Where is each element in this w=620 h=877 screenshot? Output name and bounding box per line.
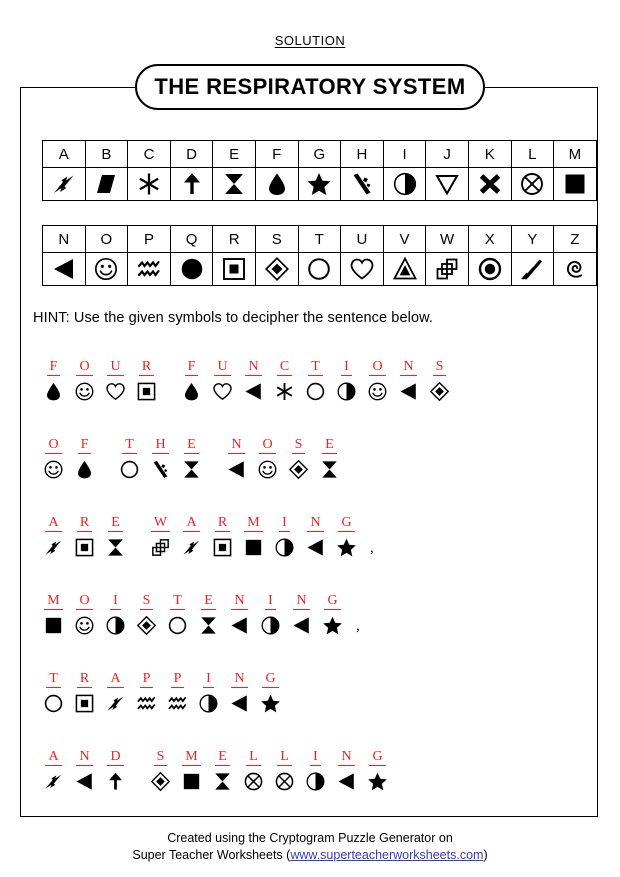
cryptogram-slot (131, 671, 162, 715)
left-triangle-icon (305, 535, 326, 559)
key-letter-p: P (128, 226, 171, 253)
cryptogram-word (38, 749, 131, 793)
solution-letter: P (171, 671, 185, 688)
cryptogram-slot (269, 515, 300, 559)
teardrop-icon (181, 379, 202, 403)
cryptogram-slot (38, 671, 69, 715)
punctuation-mark: , (356, 618, 360, 634)
hollow-circle-icon (167, 613, 188, 637)
cryptogram-word (145, 749, 393, 793)
half-filled-circle-icon (274, 535, 295, 559)
six-point-asterisk-icon (128, 168, 171, 201)
lightning-bolt-icon (181, 535, 202, 559)
key-letter-f: F (255, 141, 298, 168)
left-triangle-icon (229, 691, 250, 715)
cryptogram-slot (207, 515, 238, 559)
cryptogram-word (145, 515, 362, 559)
hourglass-icon (212, 769, 233, 793)
five-point-star-icon (336, 535, 357, 559)
smiley-face-icon (85, 253, 128, 286)
cryptogram-slot (424, 359, 455, 403)
circled-x-icon (274, 769, 295, 793)
cryptogram-slot (300, 359, 331, 403)
cryptogram-word (176, 359, 455, 403)
cryptogram-slot (269, 749, 300, 793)
solution-letter: P (140, 671, 154, 688)
circled-x-icon (243, 769, 264, 793)
solution-letter: F (185, 359, 199, 376)
solution-letter: A (45, 515, 61, 532)
square-in-square-icon (74, 691, 95, 715)
solution-letter: S (292, 437, 306, 454)
solution-letter: S (433, 359, 447, 376)
half-filled-circle-icon (105, 613, 126, 637)
cryptogram-slot (38, 515, 69, 559)
solution-letter: A (183, 515, 199, 532)
key-letter-i: I (383, 141, 426, 168)
smiley-face-icon (74, 613, 95, 637)
solution-letter: N (245, 359, 261, 376)
circled-x-icon (511, 168, 554, 201)
teardrop-icon (43, 379, 64, 403)
cryptogram-word (38, 437, 100, 481)
key-letter-y: Y (511, 226, 554, 253)
footer-line-2 (0, 847, 620, 864)
filled-square-icon (181, 769, 202, 793)
cryptogram-slot (255, 671, 286, 715)
cryptogram-line (38, 511, 578, 559)
cryptogram-word (114, 437, 207, 481)
x-cross-icon (468, 168, 511, 201)
solution-letter: G (262, 671, 278, 688)
teardrop-icon (255, 168, 298, 201)
cryptogram-slot (100, 749, 131, 793)
solution-letter: G (369, 749, 385, 766)
smiley-face-icon (257, 457, 278, 481)
diamond-in-diamond-icon (429, 379, 450, 403)
solution-letter: H (152, 437, 168, 454)
solution-letter: G (324, 593, 340, 610)
offset-squares-icon (150, 535, 171, 559)
lightning-bolt-icon (43, 535, 64, 559)
offset-squares-icon (426, 253, 469, 286)
left-triangle-icon (229, 613, 250, 637)
solution-letter: N (231, 593, 247, 610)
left-triangle-icon (74, 769, 95, 793)
key-letter-r: R (213, 226, 256, 253)
page-title: THE RESPIRATORY SYSTEM (154, 74, 466, 99)
solution-letter: F (78, 437, 92, 454)
cryptogram-slot (100, 515, 131, 559)
solution-letter: I (203, 671, 214, 688)
cryptogram-slot (100, 593, 131, 637)
cryptogram-slot (331, 749, 362, 793)
smiley-face-icon (43, 457, 64, 481)
square-in-square-icon (213, 253, 256, 286)
cryptogram-slot (69, 593, 100, 637)
cryptogram-slot (69, 437, 100, 481)
key-letter-c: C (128, 141, 171, 168)
cryptogram-word (38, 359, 162, 403)
hourglass-icon (198, 613, 219, 637)
cryptogram-answer-area (38, 355, 578, 823)
cryptogram-slot (269, 359, 300, 403)
diagonal-slash-icon (341, 168, 384, 201)
half-filled-circle-icon (383, 168, 426, 201)
solution-letter: T (122, 437, 137, 454)
cryptogram-slot (131, 359, 162, 403)
solution-letter: L (246, 749, 261, 766)
hourglass-icon (105, 535, 126, 559)
solution-letter: I (310, 749, 321, 766)
hollow-circle-icon (119, 457, 140, 481)
spiral-icon (554, 253, 597, 286)
key-letter-g: G (298, 141, 341, 168)
cryptogram-word (221, 437, 345, 481)
cryptogram-slot (38, 749, 69, 793)
cryptogram-slot (176, 359, 207, 403)
solution-letter: O (259, 437, 275, 454)
solution-letter: D (107, 749, 123, 766)
cryptogram-slot (176, 515, 207, 559)
worksheet-title-banner (135, 64, 485, 110)
cryptogram-slot (100, 671, 131, 715)
solution-letter: M (244, 515, 262, 532)
solution-letter: O (369, 359, 385, 376)
cipher-key-table-n-z (42, 225, 597, 286)
solution-letter: I (265, 593, 276, 610)
double-wave-icon (128, 253, 171, 286)
solution-letter: F (47, 359, 61, 376)
solution-letter: N (231, 671, 247, 688)
footer (0, 830, 620, 864)
solution-letter: L (277, 749, 292, 766)
cryptogram-slot (162, 671, 193, 715)
cryptogram-slot (221, 437, 252, 481)
lightning-bolt-icon (43, 168, 86, 201)
solution-letter: R (139, 359, 154, 376)
solution-letter: E (184, 437, 199, 454)
up-arrow-icon (105, 769, 126, 793)
solution-letter: I (341, 359, 352, 376)
cryptogram-slot (317, 593, 348, 637)
five-point-star-icon (260, 691, 281, 715)
key-letter-q: Q (170, 226, 213, 253)
key-letter-s: S (255, 226, 298, 253)
lightning-bolt-icon (105, 691, 126, 715)
cryptogram-slot (193, 671, 224, 715)
half-filled-circle-icon (336, 379, 357, 403)
key-letter-z: Z (554, 226, 597, 253)
lightning-bolt-icon (43, 769, 64, 793)
cryptogram-slot (252, 437, 283, 481)
cryptogram-slot (207, 359, 238, 403)
cryptogram-slot (331, 359, 362, 403)
hourglass-icon (319, 457, 340, 481)
solution-letter: N (338, 749, 354, 766)
cryptogram-slot (38, 359, 69, 403)
solution-letter: O (76, 359, 92, 376)
solution-letter: S (140, 593, 154, 610)
cryptogram-slot (100, 359, 131, 403)
cryptogram-slot (131, 593, 162, 637)
cryptogram-slot (238, 515, 269, 559)
up-arrow-icon (170, 168, 213, 201)
cryptogram-slot (286, 593, 317, 637)
punctuation-mark: , (370, 540, 374, 556)
key-letter-k: K (468, 141, 511, 168)
cryptogram-slot (238, 359, 269, 403)
diamond-in-diamond-icon (150, 769, 171, 793)
cryptogram-slot (69, 671, 100, 715)
solution-letter: E (322, 437, 337, 454)
cryptogram-slot (314, 437, 345, 481)
hourglass-icon (181, 457, 202, 481)
footer-suffix: ) (483, 848, 488, 862)
cryptogram-slot (224, 593, 255, 637)
solution-letter: R (215, 515, 230, 532)
cryptogram-slot (255, 593, 286, 637)
solution-letter: U (214, 359, 230, 376)
cryptogram-slot (362, 749, 393, 793)
solution-letter: R (77, 515, 92, 532)
cryptogram-slot (331, 515, 362, 559)
square-in-square-icon (136, 379, 157, 403)
cryptogram-slot (114, 437, 145, 481)
left-triangle-icon (226, 457, 247, 481)
smiley-face-icon (367, 379, 388, 403)
diamond-in-diamond-icon (255, 253, 298, 286)
double-wave-icon (167, 691, 188, 715)
filled-square-icon (243, 535, 264, 559)
footer-prefix: Super Teacher Worksheets ( (132, 848, 291, 862)
key-letter-x: X (468, 226, 511, 253)
key-letter-h: H (341, 141, 384, 168)
cryptogram-slot (193, 593, 224, 637)
half-filled-circle-icon (198, 691, 219, 715)
hint-text: HINT: Use the given symbols to decipher the sentence below. (33, 310, 434, 326)
cryptogram-slot (238, 749, 269, 793)
solution-letter: O (45, 437, 61, 454)
cryptogram-slot (224, 671, 255, 715)
solution-letter: R (77, 671, 92, 688)
left-triangle-icon (398, 379, 419, 403)
solution-letter: O (76, 593, 92, 610)
left-triangle-icon (243, 379, 264, 403)
solution-letter: N (228, 437, 244, 454)
cryptogram-slot (145, 437, 176, 481)
triangle-in-triangle-icon (383, 253, 426, 286)
cryptogram-slot (176, 749, 207, 793)
key-letter-e: E (213, 141, 256, 168)
smiley-face-icon (74, 379, 95, 403)
key-letter-row-1 (43, 141, 597, 168)
solution-letter: N (400, 359, 416, 376)
cryptogram-line (38, 433, 578, 481)
diagonal-slash-icon (150, 457, 171, 481)
cryptogram-slot (38, 437, 69, 481)
teardrop-icon (74, 457, 95, 481)
cryptogram-slot (69, 359, 100, 403)
left-triangle-icon (291, 613, 312, 637)
five-point-star-icon (322, 613, 343, 637)
hourglass-icon (213, 168, 256, 201)
key-letter-w: W (426, 226, 469, 253)
solution-letter: N (76, 749, 92, 766)
cryptogram-slot (176, 437, 207, 481)
hollow-circle-icon (298, 253, 341, 286)
solution-letter: G (338, 515, 354, 532)
hollow-circle-icon (305, 379, 326, 403)
square-in-square-icon (74, 535, 95, 559)
cryptogram-word (38, 671, 286, 715)
diagonal-stripes-icon (511, 253, 554, 286)
cryptogram-slot (283, 437, 314, 481)
cryptogram-line (38, 667, 578, 715)
filled-parallelogram-icon (85, 168, 128, 201)
cryptogram-line (38, 745, 578, 793)
key-letter-a: A (43, 141, 86, 168)
solution-letter: W (151, 515, 170, 532)
left-triangle-icon (43, 253, 86, 286)
key-letter-n: N (43, 226, 86, 253)
square-in-square-icon (212, 535, 233, 559)
cryptogram-slot (300, 515, 331, 559)
cryptogram-line (38, 355, 578, 403)
solution-letter: S (154, 749, 168, 766)
solution-letter: M (44, 593, 62, 610)
cryptogram-word (38, 593, 348, 637)
cryptogram-slot (362, 359, 393, 403)
half-filled-circle-icon (305, 769, 326, 793)
solution-label-text: SOLUTION (274, 33, 346, 48)
cryptogram-slot (300, 749, 331, 793)
heart-icon (212, 379, 233, 403)
solution-letter: M (182, 749, 200, 766)
key-letter-u: U (341, 226, 384, 253)
solution-letter: N (293, 593, 309, 610)
solution-letter: E (201, 593, 216, 610)
footer-line-1: Created using the Cryptogram Puzzle Generator on (167, 831, 453, 845)
superteacher-link[interactable]: www.superteacherworksheets.com (290, 848, 484, 862)
double-wave-icon (136, 691, 157, 715)
cipher-key-table-a-m (42, 140, 597, 201)
solution-letter: I (279, 515, 290, 532)
solution-letter: A (45, 749, 61, 766)
key-letter-d: D (170, 141, 213, 168)
filled-square-icon (43, 613, 64, 637)
cryptogram-slot (69, 749, 100, 793)
solution-letter: E (108, 515, 123, 532)
key-letter-j: J (426, 141, 469, 168)
solution-letter: T (308, 359, 323, 376)
cryptogram-slot (162, 593, 193, 637)
solution-letter: I (110, 593, 121, 610)
solution-letter: N (307, 515, 323, 532)
cryptogram-slot (145, 749, 176, 793)
five-point-star-icon (367, 769, 388, 793)
key-symbol-row-1 (43, 168, 597, 201)
heart-icon (105, 379, 126, 403)
key-letter-l: L (511, 141, 554, 168)
cryptogram-word (38, 515, 131, 559)
heart-icon (341, 253, 384, 286)
cryptogram-line (38, 589, 578, 637)
key-letter-b: B (85, 141, 128, 168)
hollow-down-triangle-icon (426, 168, 469, 201)
filled-square-icon (554, 168, 597, 201)
key-symbol-row-2 (43, 253, 597, 286)
solution-letter: E (215, 749, 230, 766)
cryptogram-slot (38, 593, 69, 637)
key-letter-t: T (298, 226, 341, 253)
solution-letter: A (107, 671, 123, 688)
filled-circle-icon (170, 253, 213, 286)
solution-letter: C (277, 359, 292, 376)
five-point-star-icon (298, 168, 341, 201)
left-triangle-icon (336, 769, 357, 793)
key-letter-o: O (85, 226, 128, 253)
half-filled-circle-icon (260, 613, 281, 637)
hollow-circle-icon (43, 691, 64, 715)
cryptogram-slot (145, 515, 176, 559)
diamond-in-diamond-icon (288, 457, 309, 481)
diamond-in-diamond-icon (136, 613, 157, 637)
key-letter-v: V (383, 226, 426, 253)
cryptogram-slot (393, 359, 424, 403)
cryptogram-slot (207, 749, 238, 793)
circle-with-dot-icon (468, 253, 511, 286)
six-point-asterisk-icon (274, 379, 295, 403)
solution-label (0, 33, 620, 48)
cryptogram-slot (69, 515, 100, 559)
solution-letter: T (170, 593, 185, 610)
key-letter-row-2 (43, 226, 597, 253)
solution-letter: T (46, 671, 61, 688)
solution-letter: U (107, 359, 123, 376)
key-letter-m: M (554, 141, 597, 168)
